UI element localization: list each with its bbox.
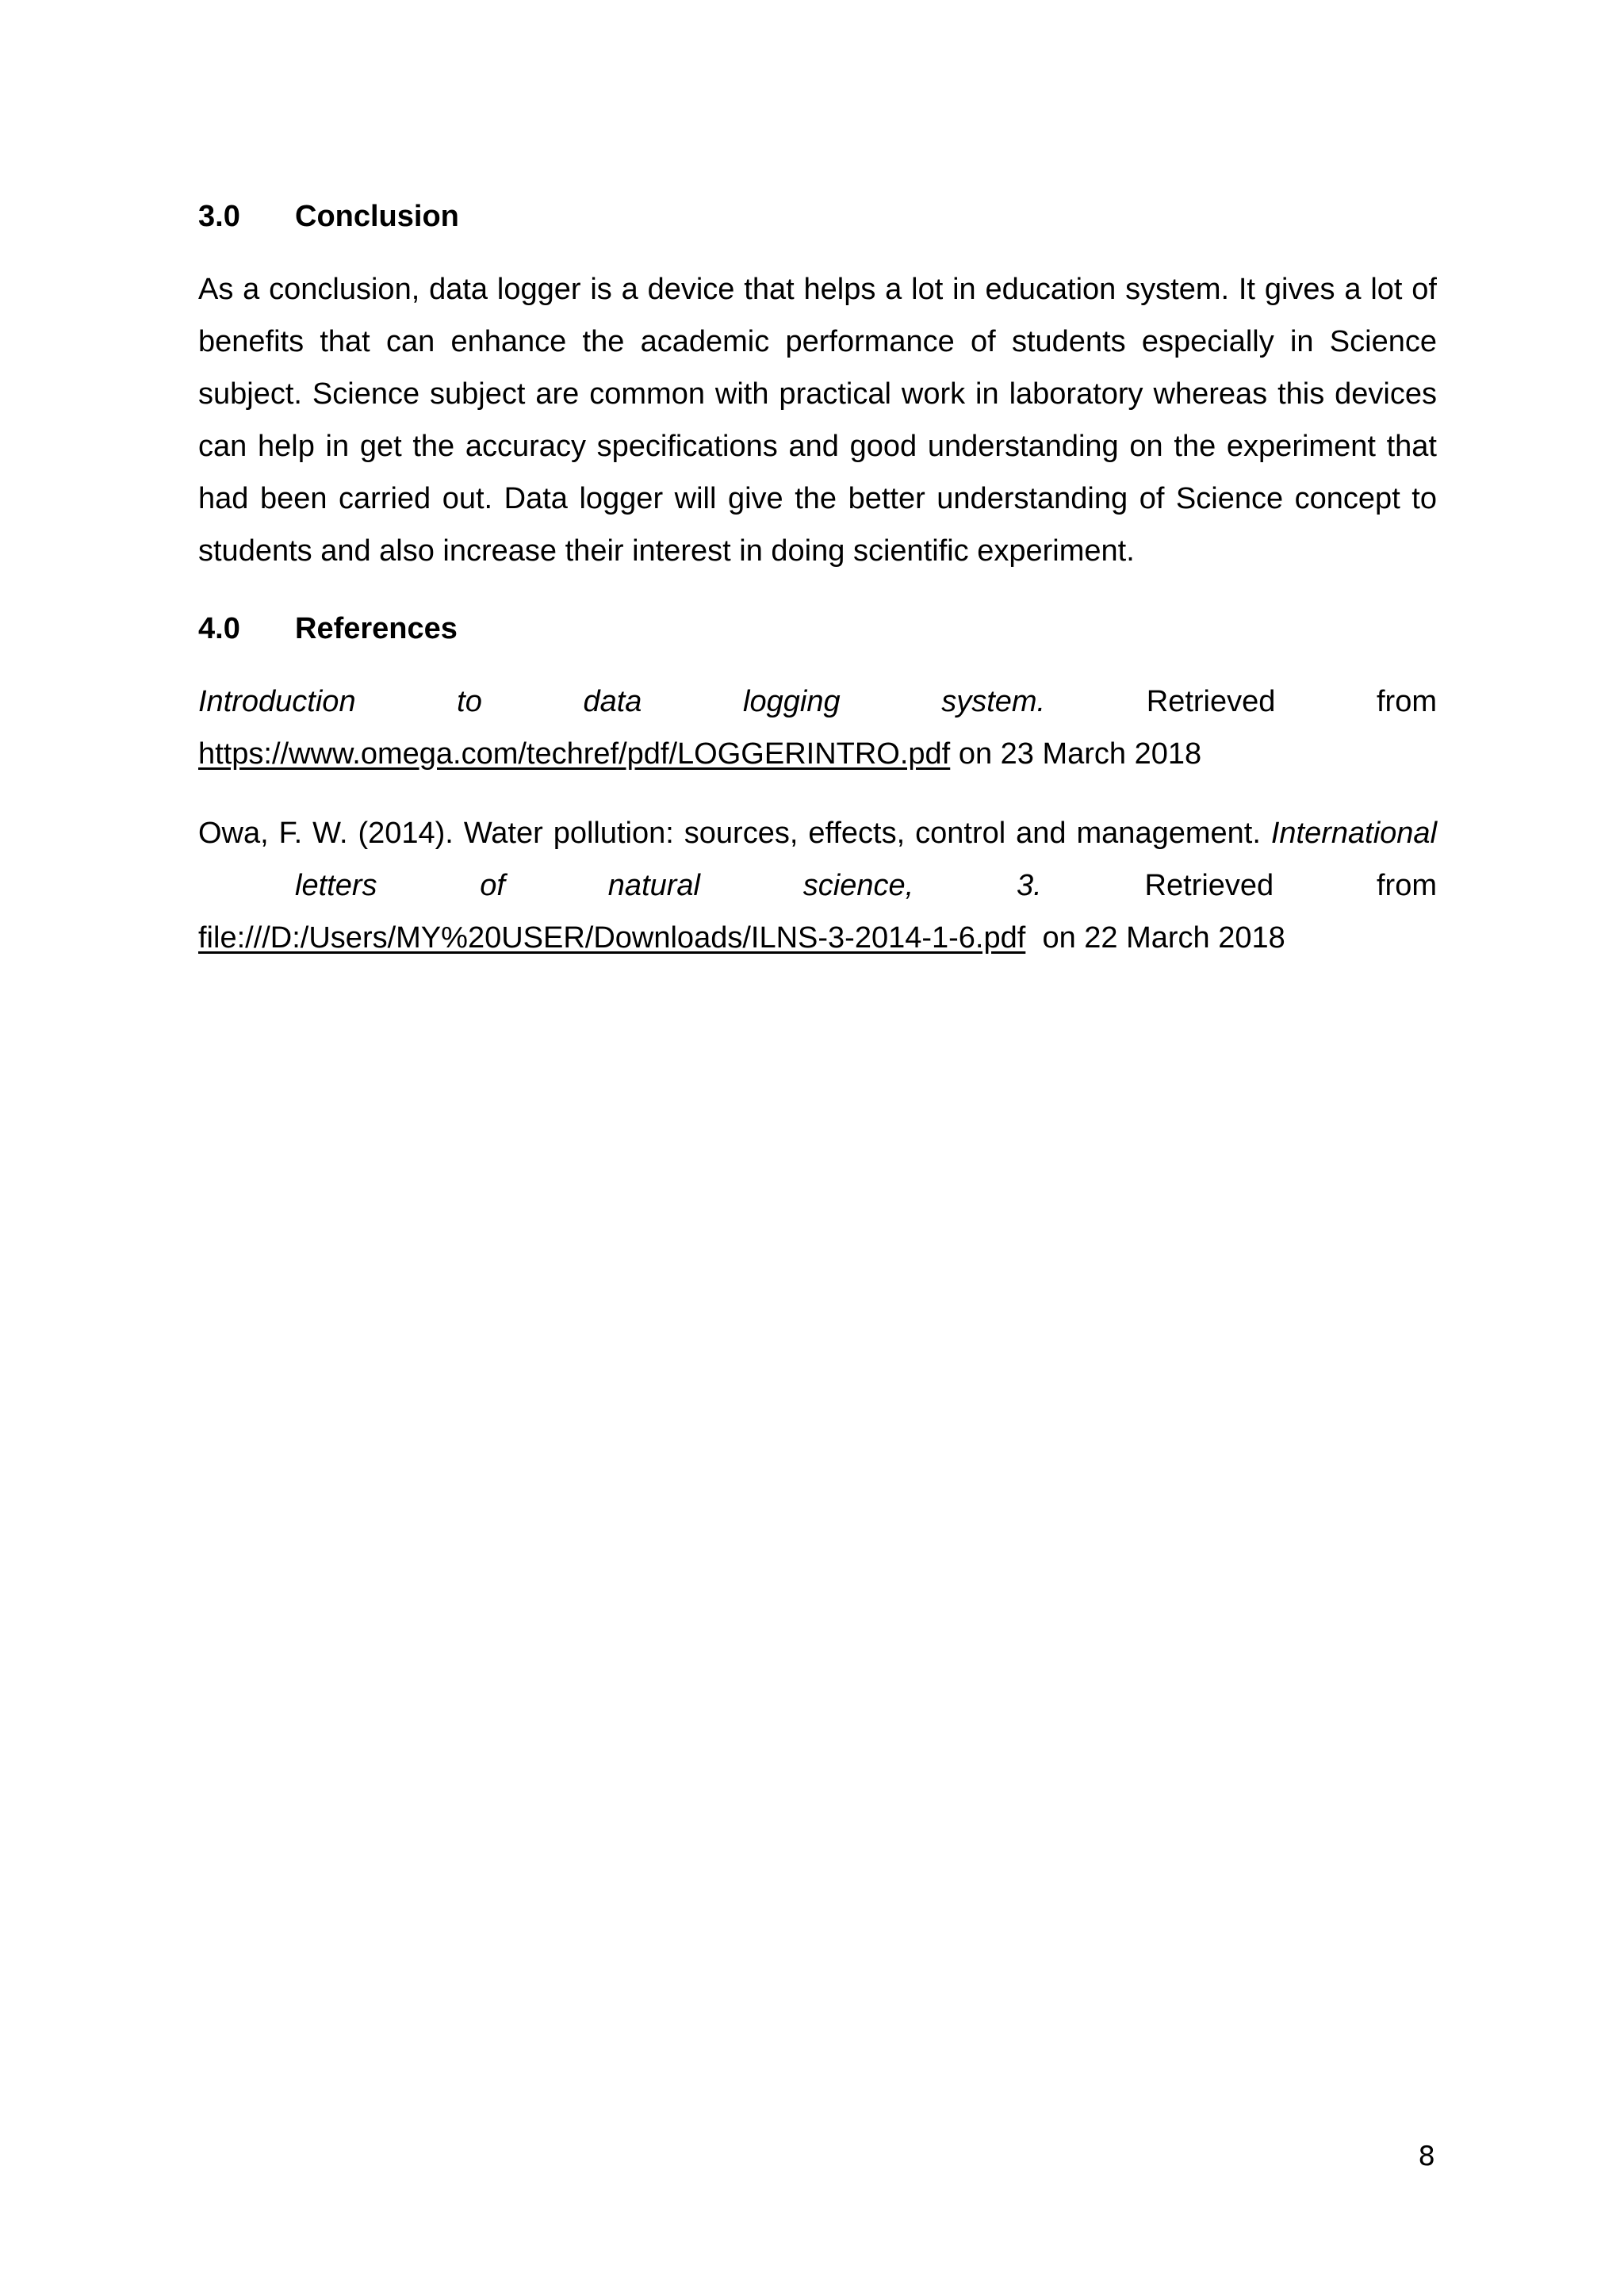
reference-2-last-line: [198, 912, 1437, 964]
reference-2-journal: International letters of natural science, 3.: [295, 817, 1438, 902]
conclusion-heading: [198, 190, 1437, 243]
reference-1-title: Introduction to data logging system.: [198, 685, 1046, 718]
reference-1-url-link[interactable]: https://www.omega.com/techref/pdf/LOGGERINTRO.pdf: [198, 737, 951, 771]
reference-2-date: on 22 March 2018: [1042, 921, 1285, 955]
references-heading: [198, 603, 1437, 655]
reference-2-authors-year: Owa, F. W. (2014). Water pollution: sources, effects, control and management.: [198, 817, 1261, 850]
reference-2-retrieved: Retrieved from: [1144, 869, 1437, 902]
conclusion-section-title: Conclusion: [295, 200, 459, 233]
reference-entry-2: [198, 807, 1437, 964]
conclusion-section-number: 3.0: [198, 200, 240, 233]
reference-1-date: on 23 March 2018: [958, 737, 1202, 771]
references-section-title: References: [295, 612, 458, 645]
page-content: [198, 190, 1437, 991]
reference-2-url-link[interactable]: file:///D:/Users/MY%20USER/Downloads/ILNS-3-2014-1-6.pdf: [198, 921, 1026, 955]
page-number: 8: [1418, 2141, 1435, 2172]
conclusion-paragraph: As a conclusion, data logger is a device that helps a lot in education system. It gives a lot of benefits that can enhance the academic performance of students especially in Science subject. Science subject are common with practical work in laboratory whereas this devices can help in get the accuracy specifications and good understanding on the experiment that had been carried out. Data logger will give the better understanding of Science concept to students and also increase their interest in doing scientific experiment.: [198, 273, 1437, 568]
references-section-number: 4.0: [198, 612, 240, 645]
reference-1-retrieved: Retrieved from: [1146, 685, 1437, 718]
reference-1-last-line: [198, 728, 1437, 780]
reference-entry-1: [198, 675, 1437, 780]
